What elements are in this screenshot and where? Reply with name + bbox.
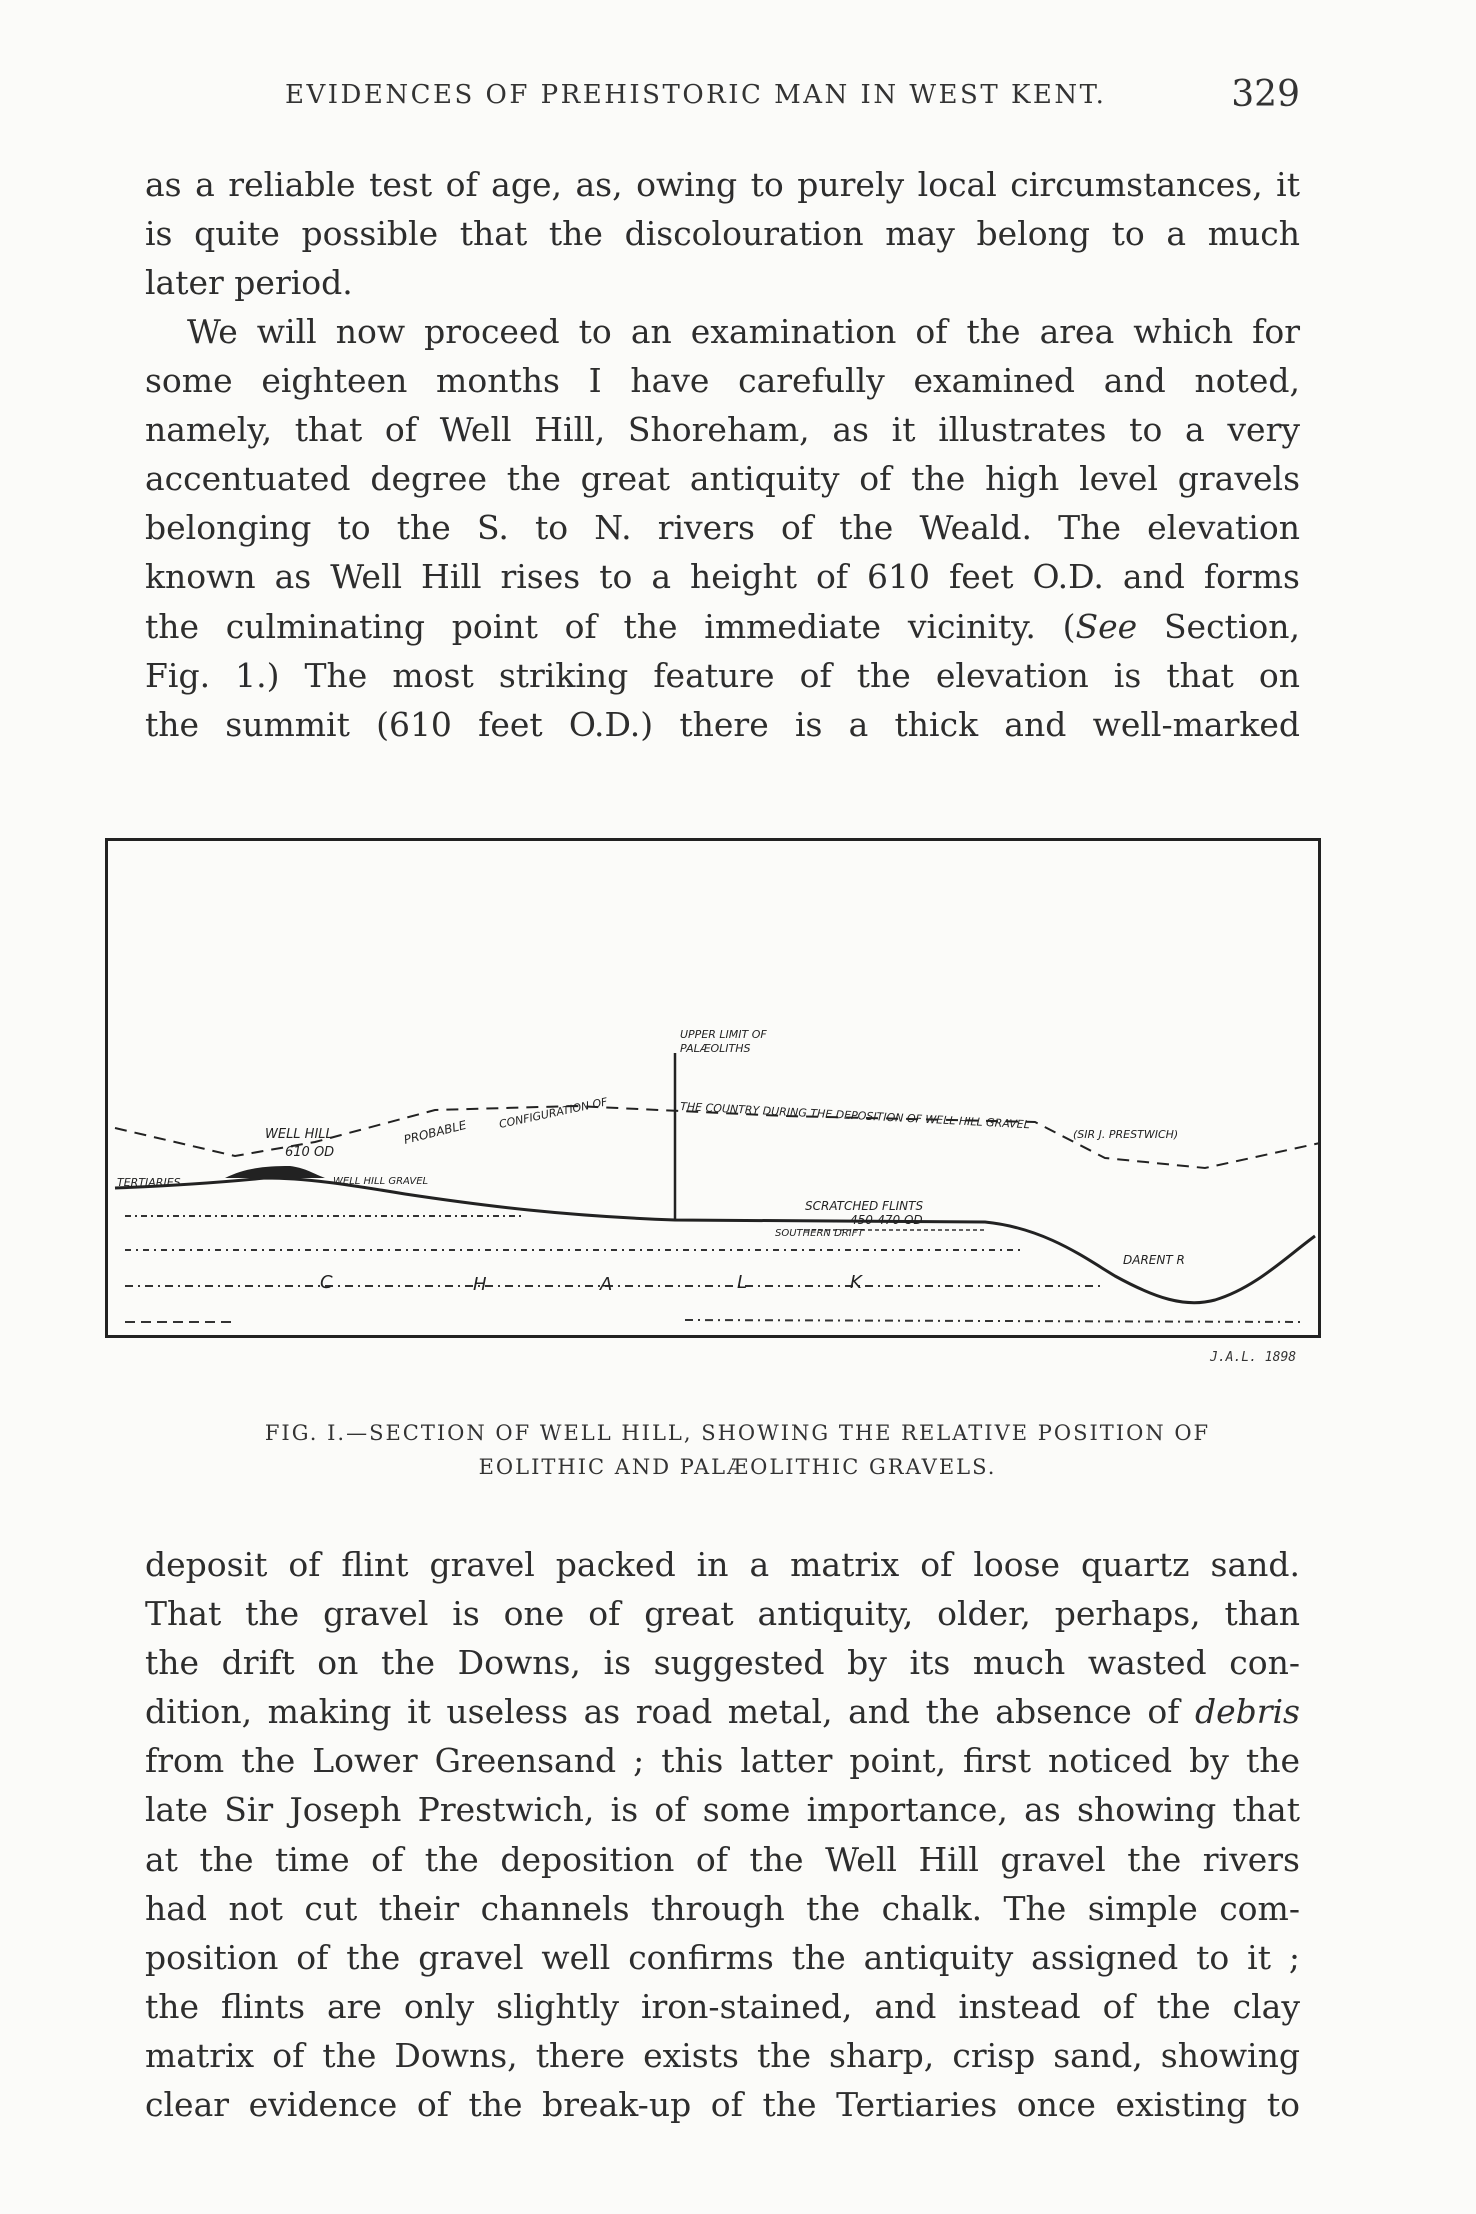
text-line: matrix of the Downs, there exists the sharp, crisp sand, showing xyxy=(145,2035,1300,2075)
label-southern-drift: SOUTHERN DRIFT xyxy=(775,1228,864,1239)
text-line: as a reliable test of age, as, owing to purely local circumstances, it xyxy=(145,165,1300,204)
section-figure xyxy=(105,838,1325,1343)
text-line: from the Lower Greensand ; this latter point, first noticed by the xyxy=(145,1741,1300,1781)
text-line: had not cut their channels through the chalk. The simple com- xyxy=(145,1888,1300,1928)
label-chalk-h: H xyxy=(473,1274,487,1295)
text-line: the culminating point of the immediate vicinity. (See Section, xyxy=(145,606,1300,646)
label-scratched-flints: SCRATCHED FLINTS xyxy=(805,1199,924,1213)
ground-profile xyxy=(115,1178,1315,1303)
paragraph-3 xyxy=(145,1540,1300,2129)
text-line: the summit (610 feet O.D.) there is a thick and well-marked xyxy=(145,704,1300,744)
text-line: some eighteen months I have carefully examined and noted, xyxy=(145,361,1300,401)
text-line: clear evidence of the break-up of the Tertiaries once existing to xyxy=(145,2085,1300,2125)
label-palaeoliths: PALÆOLITHS xyxy=(680,1042,751,1055)
text-line: is quite possible that the discolouration may belong to a much xyxy=(145,214,1300,254)
text-line: That the gravel is one of great antiquity, older, perhaps, than xyxy=(145,1594,1300,1634)
text-line: accentuated degree the great antiquity of the high level gravels xyxy=(145,459,1300,499)
label-well-hill: WELL HILL xyxy=(265,1127,333,1142)
running-head xyxy=(145,74,1300,124)
text-line: later period. xyxy=(145,263,353,303)
label-chalk-l: L xyxy=(737,1272,748,1293)
label-450-470-od: 450-470 OD xyxy=(850,1213,923,1227)
label-chalk-c: C xyxy=(320,1272,333,1293)
text-line: known as Well Hill rises to a height of 610 feet O.D. and forms xyxy=(145,557,1300,597)
text-line: the flints are only slightly iron-stained, and instead of the clay xyxy=(145,1986,1300,2026)
paragraph-1 xyxy=(145,160,1300,307)
label-tertiaries: TERTIARIES xyxy=(117,1176,181,1189)
text-line: belonging to the S. to N. rivers of the Weald. The elevation xyxy=(145,508,1300,548)
text-line: at the time of the deposition of the Well Hill gravel the rivers xyxy=(145,1839,1300,1879)
draughtsman-signature: J.A.L. 1898 xyxy=(1210,1350,1297,1365)
label-chalk-a: A xyxy=(600,1274,613,1295)
text-line: the drift on the Downs, is suggested by its much wasted con- xyxy=(145,1643,1300,1683)
caption-line-2: EOLITHIC AND PALÆOLITHIC GRAVELS. xyxy=(478,1455,997,1479)
text-line: dition, making it useless as road metal, and the absence of debris xyxy=(145,1692,1300,1732)
label-610-od: 610 OD xyxy=(285,1145,335,1160)
text-line: deposit of flint gravel packed in a matrix of loose quartz sand. xyxy=(145,1545,1300,1584)
caption-line-1: FIG. I.—SECTION OF WELL HILL, SHOWING THE RELATIVE POSITION OF xyxy=(264,1421,1211,1445)
label-darent: DARENT R xyxy=(1123,1253,1185,1267)
section-diagram xyxy=(105,838,1321,1338)
label-prestwich: (SIR J. PRESTWICH) xyxy=(1073,1128,1179,1141)
label-configuration-part-1: CONFIGURATION OF xyxy=(497,1095,609,1131)
text-line: late Sir Joseph Prestwich, is of some importance, as showing that xyxy=(145,1790,1300,1830)
page-number: 329 xyxy=(1231,74,1300,115)
text-line: We will now proceed to an examination of the area which for xyxy=(187,312,1300,351)
well-hill-gravel-cap xyxy=(225,1166,325,1178)
text-line: Fig. 1.) The most striking feature of the elevation is that on xyxy=(145,655,1300,695)
label-upper-limit: UPPER LIMIT OF xyxy=(680,1028,767,1041)
text-line: position of the gravel well confirms the antiquity assigned to it ; xyxy=(145,1937,1300,1977)
text-line: namely, that of Well Hill, Shoreham, as it illustrates to a very xyxy=(145,410,1300,450)
figure-caption xyxy=(140,1416,1335,1484)
running-head-title: EVIDENCES OF PREHISTORIC MAN IN WEST KENT. xyxy=(285,80,1107,110)
label-chalk-k: K xyxy=(850,1272,862,1293)
paragraph-2 xyxy=(145,307,1300,749)
label-probable: PROBABLE xyxy=(402,1117,468,1147)
label-configuration-part-2: THE COUNTRY DURING THE DEPOSITION OF WELL HILL GRAVEL xyxy=(679,1100,1031,1132)
label-well-hill-gravel: WELL HILL GRAVEL xyxy=(333,1176,429,1187)
